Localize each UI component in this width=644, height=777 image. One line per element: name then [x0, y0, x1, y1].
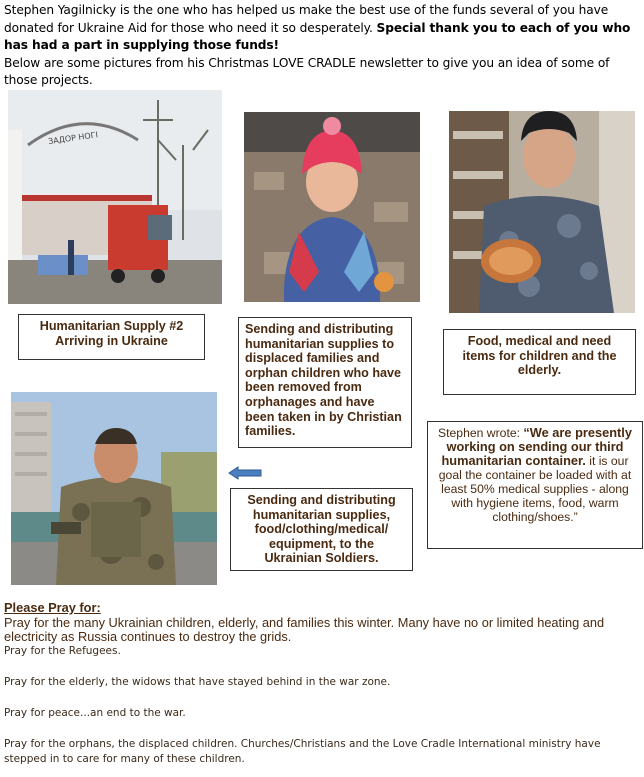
child-photo: [244, 112, 420, 302]
prayer-refugees: Pray for the Refugees.: [4, 645, 121, 657]
prayer-peace: Pray for peace...an end to the war.: [4, 707, 186, 719]
intro-paragraph: [4, 2, 640, 90]
prayer-elderly: Pray for the elderly, the widows that have stayed behind in the war zone.: [4, 676, 391, 688]
caption-humanitarian-supply: Humanitarian Supply #2 Arriving in Ukraine: [18, 314, 205, 360]
soldier-photo: [11, 392, 217, 585]
prayer-title: Please Pray for:: [4, 600, 101, 615]
truck-photo: [8, 90, 222, 304]
caption-soldiers: Sending and distributing humanitarian supplies, food/clothing/medical/ equipment, to the Ukrainian Soldiers.: [230, 488, 413, 571]
elder-photo: [449, 111, 635, 313]
intro-thanks: Special thank you to each of you who has had a part in supplying those funds!: [4, 20, 631, 52]
quote-rest: it is our goal the container be loaded with at least 50% medical supplies - along with hygiene items, food, warm clothing/shoes.”: [438, 454, 632, 524]
prayer-section: [4, 600, 640, 767]
quote-lead: Stephen wrote:: [438, 426, 524, 440]
quote-box: [427, 421, 643, 549]
prayer-main: Pray for the many Ukrainian children, elderly, and families this winter. Many have no or limited heating and electricity as Russia continues to destroy the grids.: [4, 615, 605, 644]
intro-text: Stephen Yagilnicky is the one who has helped us make the best use of the funds several of you have donated for Ukraine Aid for those who need it so desperately.: [4, 3, 609, 35]
left-arrow-icon: [228, 466, 262, 480]
quote-bold: “We are presently working on sending our third humanitarian container.: [441, 425, 632, 468]
caption-displaced-families: Sending and distributing humanitarian supplies to displaced families and orphan children who have been removed from orphanages and have been taken in by Christian families.: [238, 317, 412, 448]
gate-sign-text: ЗАДОР НОГІ: [47, 130, 99, 147]
prayer-orphans: Pray for the orphans, the displaced children. Churches/Christians and the Love Cradle International ministry have stepped in to care for many of these children.: [4, 738, 601, 765]
intro-pictures-text: Below are some pictures from his Christmas LOVE CRADLE newsletter to give you an idea of some of those projects.: [4, 55, 610, 87]
caption-food-medical: Food, medical and need items for children and the elderly.: [443, 329, 636, 395]
